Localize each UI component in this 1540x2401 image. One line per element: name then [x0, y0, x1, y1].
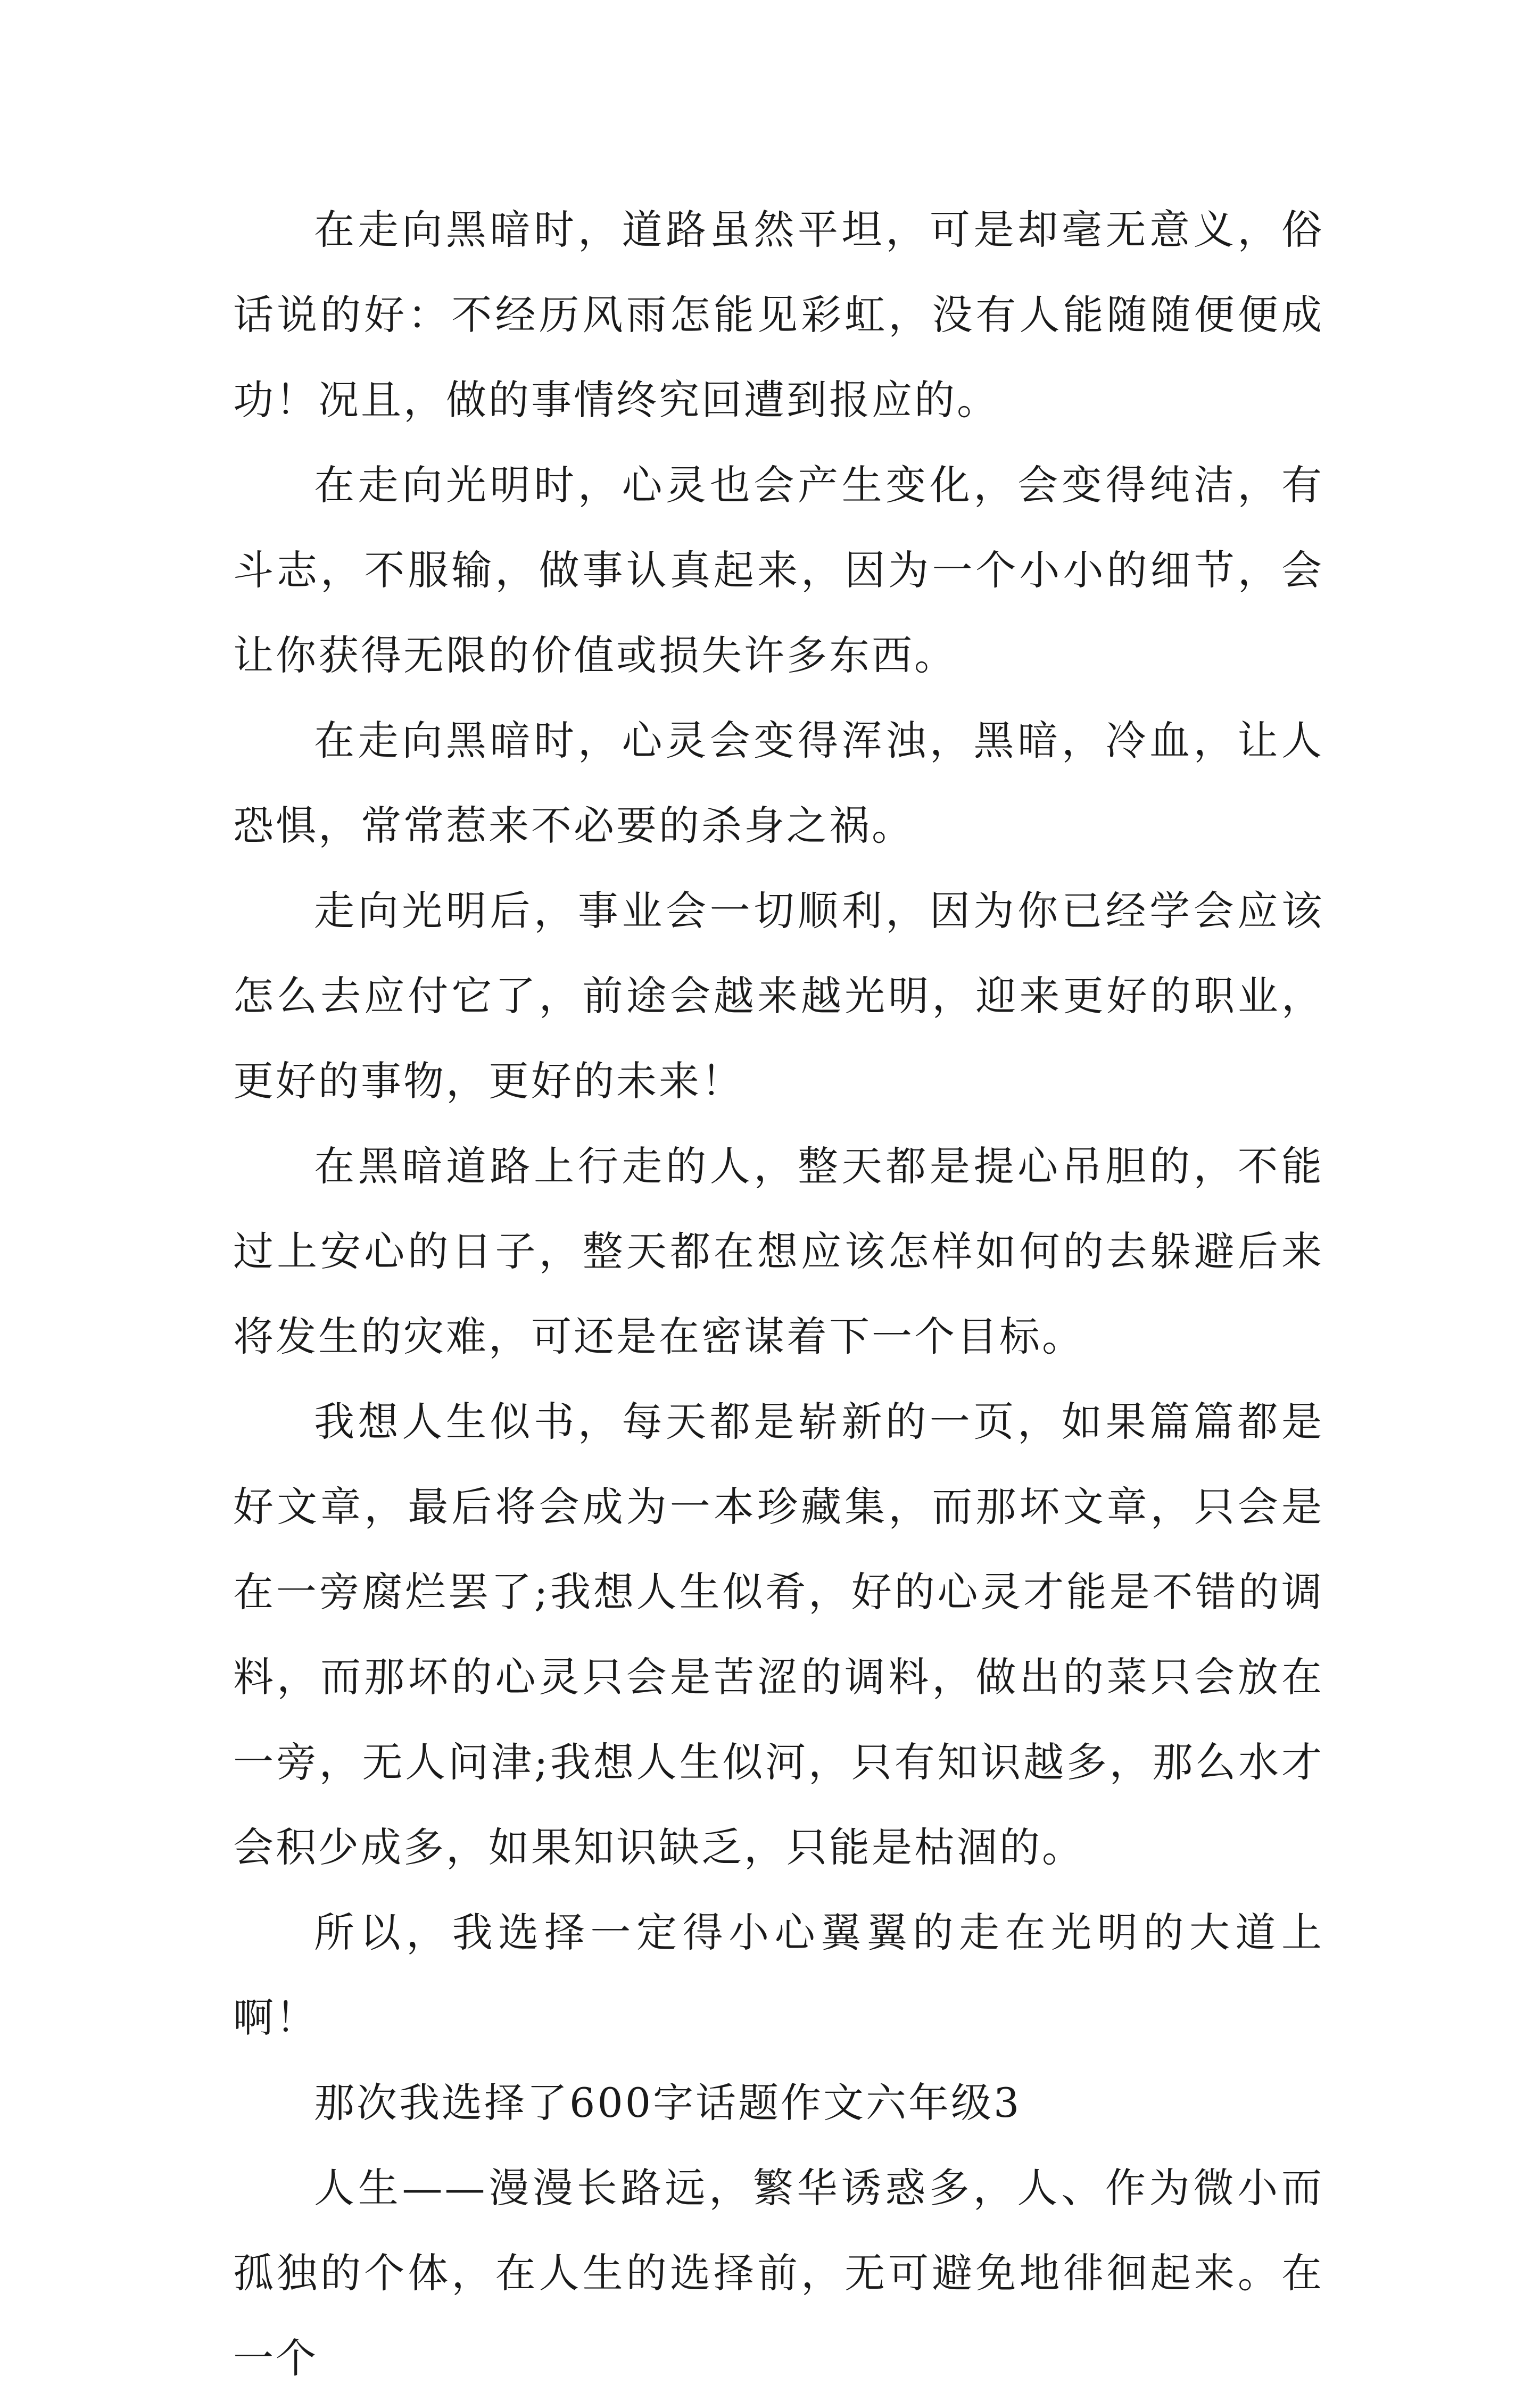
paragraph: 在走向黑暗时，道路虽然平坦，可是却毫无意义，俗话说的好：不经历风雨怎能见彩虹，没有人能随随便便成功！况且，做的事情终究回遭到报应的。: [233, 206, 1324, 424]
paragraph: 我想人生似书，每天都是崭新的一页，如果篇篇都是好文章，最后将会成为一本珍藏集，而那坏文章，只会是在一旁腐烂罢了;我想人生似肴，好的心灵才能是不错的调料，而那坏的心灵只会是苦涩的调料，做出的菜只会放在一旁，无人问津;我想人生似河，只有知识越多，那么水才会积少成多，如果知识缺乏，只能是枯涸的。: [233, 1398, 1324, 1871]
paragraph: 人生——漫漫长路远，繁华诱惑多，人、作为微小而孤独的个体，在人生的选择前，无可避免地徘徊起来。在一个: [233, 2164, 1324, 2382]
paragraph: 所以，我选择一定得小心翼翼的走在光明的大道上啊！: [233, 1909, 1324, 2041]
paragraph: 在走向黑暗时，心灵会变得浑浊，黑暗，冷血，让人恐惧，常常惹来不必要的杀身之祸。: [233, 717, 1324, 849]
section-heading: 那次我选择了600字话题作文六年级3: [314, 2079, 1022, 2126]
paragraph: 走向光明后，事业会一切顺利，因为你已经学会应该怎么去应付它了，前途会越来越光明，迎来更好的职业，更好的事物，更好的未来！: [233, 887, 1324, 1105]
paragraph: 在黑暗道路上行走的人，整天都是提心吊胆的，不能过上安心的日子，整天都在想应该怎样如何的去躲避后来将发生的灾难，可还是在密谋着下一个目标。: [233, 1142, 1324, 1360]
paragraph: 在走向光明时，心灵也会产生变化，会变得纯洁，有斗志，不服输，做事认真起来，因为一个小小的细节，会让你获得无限的价值或损失许多东西。: [233, 461, 1324, 679]
document-body: [233, 187, 1324, 2401]
